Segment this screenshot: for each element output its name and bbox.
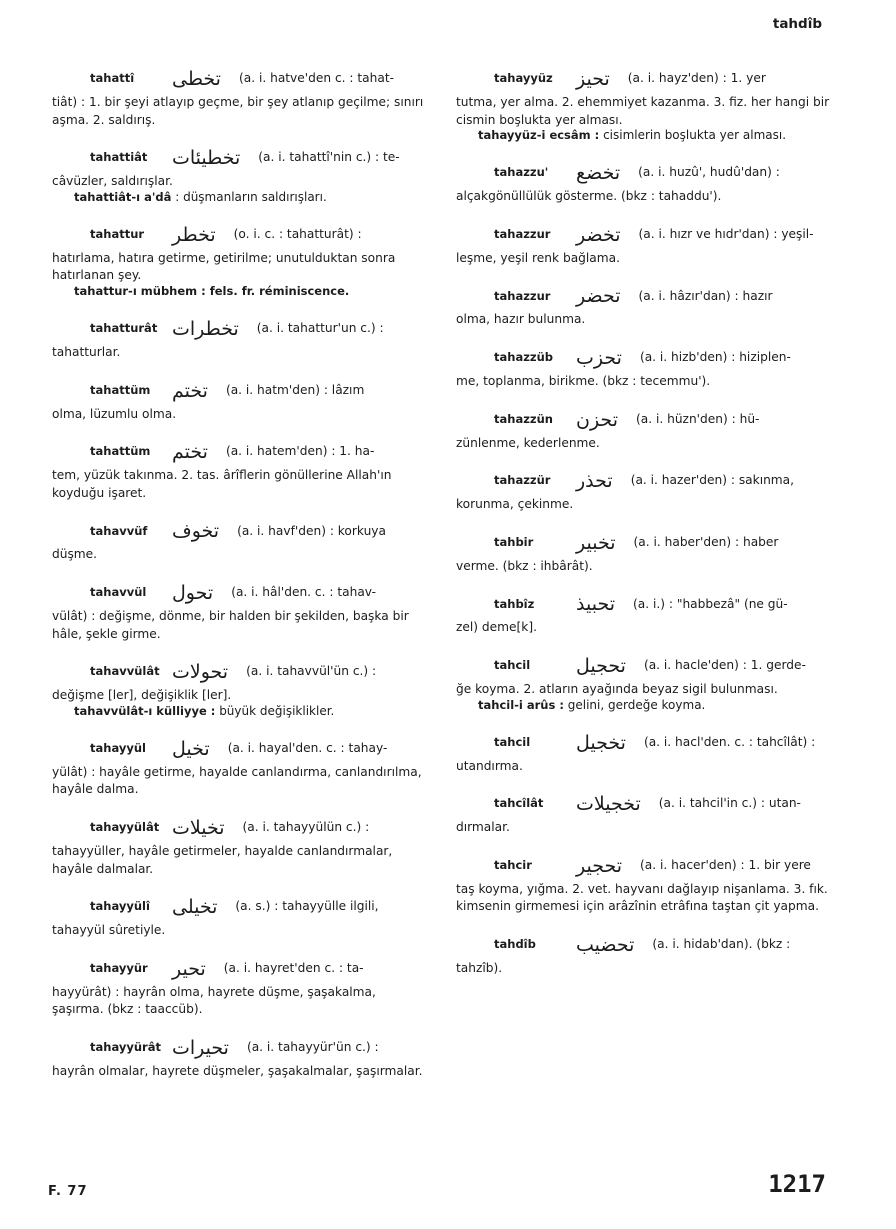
- definition-start: (o. i. c. : tahatturât) :: [233, 226, 362, 241]
- definition-start: (a. i. hayret'den c. : ta-: [223, 960, 364, 975]
- definition-continuation: vülât) : değişme, dönme, bir halden bir şekilden, başka bir hâle, şekle girme.: [52, 608, 409, 641]
- entry-headline: [52, 896, 428, 918]
- definition-continuation: taş koyma, yığma. 2. vet. hayvanı dağlayıp nişanlama. 3. fık. kimsenin girmemesi için arâzînin etrâfına taştan çit yapma.: [456, 881, 828, 914]
- definition-continuation: verme. (bkz : ihbârât).: [456, 558, 593, 573]
- definition-continuation: zel) deme[k].: [456, 620, 537, 635]
- arabic-script: تخبير: [576, 531, 616, 554]
- arabic-script: تحبيذ: [576, 593, 615, 616]
- definition-start: (a. i. hatem'den) : 1. ha-: [225, 444, 375, 459]
- dictionary-entry: [456, 855, 832, 916]
- headword: tahcil: [494, 734, 531, 749]
- arabic-script: تخوف: [172, 520, 220, 543]
- definition-start: (a. i. tahayyülün c.) :: [242, 820, 370, 835]
- right-column: [456, 68, 832, 996]
- dictionary-entry: [456, 655, 832, 714]
- entry-headline: [52, 520, 428, 542]
- headword: tahazzür: [494, 473, 551, 488]
- arabic-script: تخيلات: [172, 816, 225, 839]
- dictionary-entry: [456, 285, 832, 329]
- dictionary-entry: [456, 409, 832, 453]
- dictionary-entry: [52, 738, 428, 799]
- dictionary-entry: [456, 68, 832, 144]
- definition-continuation: hatırlama, hatıra getirme, getirilme; unutulduktan sonra hatırlanan şey.: [52, 250, 396, 283]
- entry-headline: [456, 655, 832, 677]
- headword: tahattur: [90, 226, 145, 241]
- headword: tahayyürât: [90, 1040, 161, 1055]
- dictionary-entry: [52, 147, 428, 206]
- sub-entry-definition: gelini, gerdeğe koyma.: [567, 697, 706, 712]
- definition-continuation: câvüzler, saldırışlar.: [52, 174, 173, 189]
- page-number: 1217: [768, 1170, 826, 1198]
- entry-headline: [52, 738, 428, 760]
- sub-entry: [456, 127, 832, 144]
- entry-headline: [52, 817, 428, 839]
- definition-start: (a. i. hâl'den. c. : tahav-: [231, 585, 377, 600]
- entry-headline: [52, 318, 428, 340]
- arabic-script: تخطى: [172, 68, 221, 90]
- definition-start: (a. i. hızr ve hıdr'dan) : yeşil-: [638, 226, 814, 241]
- signature-mark: F. 77: [48, 1184, 88, 1199]
- sub-entry: [456, 697, 832, 714]
- definition-start: (a. i. tahattur'un c.) :: [256, 321, 384, 336]
- definition-continuation: zünlenme, kederlenme.: [456, 435, 600, 450]
- headword: tahatturât: [90, 321, 158, 336]
- headword: tahazzüb: [494, 350, 554, 365]
- definition-continuation: tiât) : 1. bir şeyi atlayıp geçme, bir şey atlanıp geçilme; sınırı aşma. 2. saldırış.: [52, 95, 424, 127]
- headword: tahavvülât: [90, 664, 160, 679]
- dictionary-entry: [52, 441, 428, 502]
- dictionary-entry: [52, 958, 428, 1019]
- definition-start: (a. i. hizb'den) : hiziplen-: [639, 350, 791, 365]
- sub-entry: [52, 283, 428, 300]
- arabic-script: تخطيئات: [172, 147, 241, 170]
- definition-continuation: tahayyül sûretiyle.: [52, 923, 166, 938]
- entry-headline: [456, 532, 832, 554]
- arabic-script: تخطر: [172, 223, 216, 246]
- arabic-script: تحيرات: [172, 1036, 229, 1059]
- sub-entry-headword: tahattiât-ı a'dâ: [74, 189, 172, 204]
- entry-headline: [456, 224, 832, 246]
- entry-headline: [456, 732, 832, 754]
- running-head: tahdîb: [772, 16, 822, 32]
- dictionary-entry: [456, 732, 832, 776]
- dictionary-entry: [456, 593, 832, 637]
- left-column: [52, 68, 428, 1098]
- dictionary-entry: [456, 934, 832, 978]
- headword: tahbir: [494, 534, 534, 549]
- arabic-script: تحجيل: [576, 654, 626, 677]
- arabic-script: تحير: [172, 957, 206, 980]
- sub-entry-headword: tahcil-i arûs :: [478, 697, 564, 712]
- headword: tahayyülî: [90, 899, 150, 914]
- definition-start: (a. i.) : "habbezâ" (ne gü-: [633, 596, 788, 611]
- arabic-script: تخيل: [172, 737, 210, 760]
- dictionary-entry: [52, 582, 428, 643]
- arabic-script: تحيز: [576, 68, 610, 90]
- definition-start: (a. i. hatm'den) : lâzım: [225, 382, 365, 397]
- dictionary-entry: [52, 224, 428, 300]
- definition-start: (a. i. tahayyür'ün c.) :: [246, 1040, 379, 1055]
- headword: tahattüm: [90, 382, 151, 397]
- definition-start: (a. i. hacl'den. c. : tahcîlât) :: [643, 734, 816, 749]
- arabic-script: تخجيلات: [576, 793, 641, 816]
- definition-start: (a. s.) : tahayyülle ilgili,: [235, 899, 379, 914]
- entry-headline: [52, 582, 428, 604]
- dictionary-entry: [52, 380, 428, 424]
- arabic-script: تخيلى: [172, 896, 218, 919]
- sub-entry-headword: tahavvülât-ı külliyye :: [74, 703, 216, 718]
- definition-continuation: tahayyüller, hayâle getirmeler, hayalde canlandırmalar, hayâle dalmalar.: [52, 843, 393, 876]
- dictionary-entry: [52, 817, 428, 878]
- arabic-script: تحضر: [576, 285, 621, 308]
- definition-continuation: tahzîb).: [456, 960, 503, 975]
- definition-continuation: leşme, yeşil renk bağlama.: [456, 250, 620, 265]
- definition-continuation: olma, lüzumlu olma.: [52, 406, 177, 421]
- definition-continuation: korunma, çekinme.: [456, 497, 574, 512]
- definition-continuation: değişme [ler], değişiklik [ler].: [52, 688, 232, 703]
- sub-entry: [52, 189, 428, 206]
- entry-headline: [52, 958, 428, 980]
- headword: tahayyül: [90, 740, 146, 755]
- definition-continuation: ğe koyma. 2. atların ayağında beyaz sigil bulunması.: [456, 681, 778, 696]
- arabic-script: تخضر: [576, 223, 621, 246]
- dictionary-entry: [456, 224, 832, 268]
- headword: tahayyüz: [494, 71, 553, 86]
- sub-entry: [52, 703, 428, 720]
- arabic-script: تخطرات: [172, 317, 239, 340]
- definition-start: (a. i. hacle'den) : 1. gerde-: [643, 658, 806, 673]
- arabic-script: تحذر: [576, 470, 613, 493]
- definition-start: (a. i. tahattî'nin c.) : te-: [258, 150, 400, 165]
- headword: tahazzu': [494, 165, 549, 180]
- dictionary-entry: [52, 661, 428, 720]
- headword: tahattiât: [90, 150, 148, 165]
- definition-continuation: dırmalar.: [456, 820, 510, 835]
- definition-continuation: hayyürât) : hayrân olma, hayrete düşme, şaşakalma, şaşırma. (bkz : taaccüb).: [52, 984, 376, 1017]
- entry-headline: [456, 162, 832, 184]
- definition-continuation: düşme.: [52, 547, 98, 562]
- definition-start: (a. i. haber'den) : haber: [633, 534, 779, 549]
- headword: tahayyür: [90, 960, 148, 975]
- entry-headline: [52, 441, 428, 463]
- dictionary-entry: [456, 793, 832, 837]
- definition-start: (a. i. tahavvül'ün c.) :: [246, 664, 377, 679]
- dictionary-entry: [456, 347, 832, 391]
- dictionary-entry: [456, 162, 832, 206]
- arabic-script: تحضيب: [576, 933, 635, 956]
- definition-start: (a. i. hüzn'den) : hü-: [636, 411, 760, 426]
- definition-continuation: tem, yüzük takınma. 2. tas. ârîflerin gönüllerine Allah'ın koyduğu işaret.: [52, 468, 392, 500]
- arabic-script: تحجير: [576, 854, 623, 877]
- definition-continuation: tahatturlar.: [52, 344, 121, 359]
- headword: tahattî: [90, 71, 135, 86]
- dictionary-entry: [52, 68, 428, 129]
- entry-headline: [52, 224, 428, 246]
- definition-start: (a. i. hazer'den) : sakınma,: [630, 473, 795, 488]
- headword: tahazzur: [494, 288, 551, 303]
- dictionary-entry: [52, 896, 428, 940]
- definition-start: (a. i. havf'den) : korkuya: [237, 523, 386, 538]
- arabic-script: تختم: [172, 441, 208, 464]
- entry-headline: [456, 593, 832, 615]
- headword: tahavvüf: [90, 523, 148, 538]
- entry-headline: [456, 285, 832, 307]
- entry-headline: [456, 934, 832, 956]
- definition-start: (a. i. hacer'den) : 1. bir yere: [640, 857, 811, 872]
- dictionary-entry: [52, 1037, 428, 1081]
- entry-headline: [456, 409, 832, 431]
- headword: tahattüm: [90, 444, 151, 459]
- arabic-script: تحزن: [576, 408, 618, 431]
- sub-entry-definition: büyük değişiklikler.: [219, 703, 335, 718]
- definition-continuation: olma, hazır bulunma.: [456, 312, 586, 327]
- dictionary-entry: [456, 532, 832, 576]
- headword: tahbîz: [494, 596, 535, 611]
- arabic-script: تختم: [172, 379, 208, 402]
- arabic-script: تحولات: [172, 661, 229, 684]
- definition-start: (a. i. hidab'dan). (bkz :: [652, 937, 791, 952]
- definition-start: (a. i. hâzır'dan) : hazır: [638, 288, 773, 303]
- dictionary-entry: [456, 470, 832, 514]
- definition-start: (a. i. hayal'den. c. : tahay-: [227, 740, 388, 755]
- entry-headline: [456, 470, 832, 492]
- dictionary-entry: [52, 520, 428, 564]
- headword: tahcil: [494, 658, 531, 673]
- entry-headline: [456, 68, 832, 90]
- headword: tahcîlât: [494, 796, 544, 811]
- sub-entry-definition: cisimlerin boşlukta yer alması.: [603, 128, 787, 143]
- entry-headline: [456, 347, 832, 369]
- arabic-script: تحول: [172, 581, 214, 604]
- arabic-script: تخجيل: [576, 731, 626, 754]
- definition-start: (a. i. huzû', hudû'dan) :: [638, 165, 780, 180]
- definition-start: (a. i. tahcil'in c.) : utan-: [658, 796, 801, 811]
- entry-headline: [52, 147, 428, 169]
- entry-headline: [456, 793, 832, 815]
- entry-headline: [52, 380, 428, 402]
- headword: tahazzün: [494, 411, 553, 426]
- dictionary-entry: [52, 318, 428, 362]
- arabic-script: تخضع: [576, 162, 621, 185]
- sub-entry-headword: tahayyüz-i ecsâm :: [478, 128, 600, 143]
- definition-continuation: utandırma.: [456, 758, 523, 773]
- headword: tahcir: [494, 857, 532, 872]
- headword: tahazzur: [494, 226, 551, 241]
- definition-continuation: me, toplanma, birikme. (bkz : tecemmu').: [456, 373, 711, 388]
- definition-continuation: tutma, yer alma. 2. ehemmiyet kazanma. 3. fiz. her hangi bir cismin boşlukta yer alması.: [456, 95, 830, 127]
- definition-continuation: yülât) : hayâle getirme, hayalde canlandırma, canlandırılma, hayâle dalma.: [52, 764, 422, 797]
- arabic-script: تحزب: [576, 346, 622, 369]
- headword: tahdîb: [494, 937, 536, 952]
- definition-continuation: alçakgönüllülük gösterme. (bkz : tahaddu').: [456, 189, 722, 204]
- entry-headline: [52, 1037, 428, 1059]
- definition-continuation: hayrân olmalar, hayrete düşmeler, şaşakalmalar, şaşırmalar.: [52, 1063, 423, 1078]
- entry-headline: [456, 855, 832, 877]
- definition-start: (a. i. hatve'den c. : tahat-: [238, 71, 395, 86]
- entry-headline: [52, 68, 428, 90]
- definition-start: (a. i. hayz'den) : 1. yer: [627, 71, 766, 86]
- headword: tahayyülât: [90, 820, 160, 835]
- sub-entry-headword: tahattur-ı mübhem : fels. fr. réminiscence.: [74, 283, 350, 298]
- headword: tahavvül: [90, 585, 147, 600]
- sub-entry-definition: : düşmanların saldırışları.: [175, 189, 327, 204]
- entry-headline: [52, 661, 428, 683]
